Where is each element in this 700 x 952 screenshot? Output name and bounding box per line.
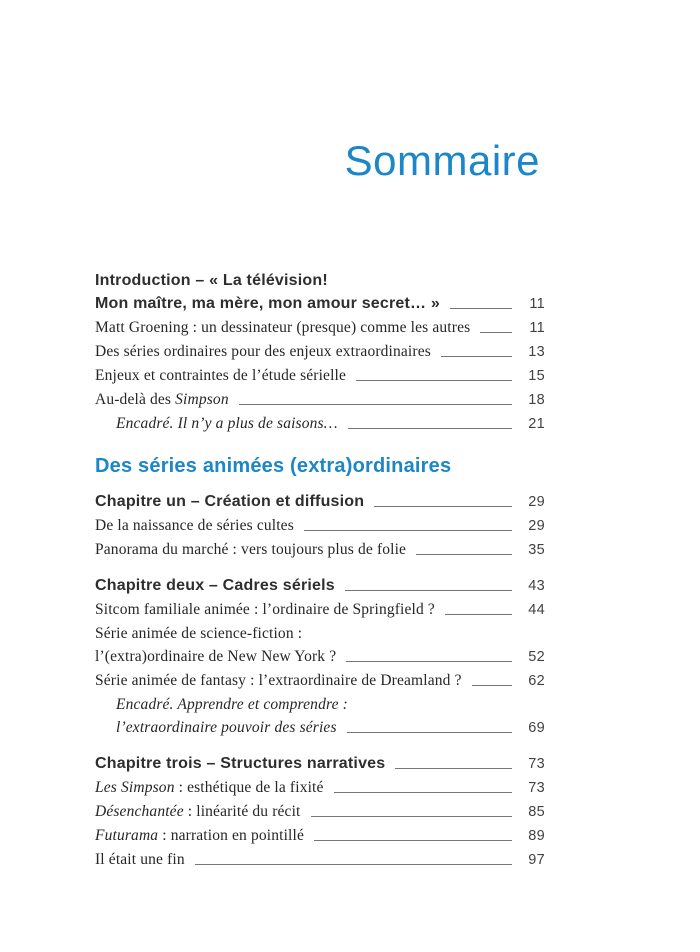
- entry-text: [95, 316, 470, 339]
- page-title: Sommaire: [344, 137, 540, 184]
- toc-entry-row: [116, 716, 545, 740]
- entry-text-segment: Série animée de fantasy : l’extraordinaire de Dreamland ?: [95, 672, 462, 689]
- leader-line: [472, 685, 512, 686]
- entry-text: [95, 272, 328, 289]
- entry-text-segment: Des séries ordinaires pour des enjeux extraordinaires: [95, 343, 431, 360]
- entry-text-segment: Sitcom familiale animée : l’ordinaire de Springfield ?: [95, 601, 435, 618]
- entry-text: [95, 574, 335, 597]
- entry-text-segment: : linéarité du récit: [183, 803, 301, 820]
- leader-line: [348, 428, 512, 429]
- entry-text-segment: Il était une fin: [95, 851, 185, 868]
- toc-entry: [95, 514, 545, 538]
- page-number: 43: [528, 578, 545, 594]
- toc-section: [95, 269, 545, 436]
- leader-line: [395, 768, 512, 769]
- page-number: 73: [528, 756, 545, 772]
- toc-entry: [95, 574, 545, 598]
- entry-text: [116, 412, 338, 435]
- page-number: 21: [528, 416, 545, 432]
- toc-entry: [95, 412, 545, 436]
- page-number: 11: [529, 320, 545, 336]
- leader-line: [314, 840, 512, 841]
- entry-text-segment: Chapitre trois – Structures narratives: [95, 755, 386, 772]
- page-number: 35: [528, 542, 545, 558]
- toc-entry-row: [95, 490, 545, 514]
- leader-line: [441, 356, 512, 357]
- toc-entry: [95, 848, 545, 872]
- entry-text: [116, 696, 348, 713]
- entry-text-segment: Encadré. Apprendre et comprendre :: [116, 696, 348, 713]
- toc-entry-line: [95, 269, 545, 292]
- leader-line: [346, 661, 512, 662]
- entry-text: [95, 292, 440, 315]
- entry-text: [95, 490, 364, 513]
- toc-entry: [95, 598, 545, 622]
- toc-entry-row: [95, 776, 545, 800]
- page-number: 97: [528, 852, 545, 868]
- leader-line: [345, 590, 512, 591]
- leader-line: [374, 506, 512, 507]
- toc-entry-row: [95, 645, 545, 669]
- toc-entry: [95, 693, 545, 740]
- entry-text-segment: Encadré. Il n’y a plus de saisons…: [116, 415, 338, 432]
- leader-line: [304, 530, 512, 531]
- entry-text: [95, 364, 346, 387]
- entry-text-segment: l’(extra)ordinaire de New New York ?: [95, 648, 337, 665]
- toc-entry: [95, 364, 545, 388]
- toc-entry-row: [95, 824, 545, 848]
- leader-line: [347, 732, 512, 733]
- toc-entry: [95, 388, 545, 412]
- leader-line: [334, 792, 512, 793]
- leader-line: [416, 554, 512, 555]
- toc-entry: [95, 752, 545, 776]
- toc-entry: [95, 824, 545, 848]
- toc-section: [95, 454, 545, 872]
- toc-entry: [95, 776, 545, 800]
- page-number: 15: [528, 368, 545, 384]
- entry-text-italic: Désenchantée: [95, 803, 184, 820]
- toc-entry-row: [95, 340, 545, 364]
- toc-entry: [95, 340, 545, 364]
- toc-entry-row: [95, 538, 545, 562]
- toc-entry-row: [95, 316, 545, 340]
- toc-entry-row: [95, 292, 545, 316]
- entry-text: [95, 800, 301, 823]
- toc-entry-line: [95, 622, 545, 645]
- toc-entry-row: [95, 800, 545, 824]
- entry-text-segment: Chapitre un – Création et diffusion: [95, 493, 365, 510]
- leader-line: [195, 864, 512, 865]
- entry-text-segment: Mon maître, ma mère, mon amour secret… »: [95, 295, 440, 312]
- page-number: 69: [528, 720, 545, 736]
- entry-text-italic: Simpson: [175, 391, 229, 408]
- toc-entry-row: [116, 412, 545, 436]
- entry-text-segment: Panorama du marché : vers toujours plus de folie: [95, 541, 407, 558]
- toc-entry-row: [95, 848, 545, 872]
- toc-entry-row: [95, 669, 545, 693]
- leader-line: [239, 404, 512, 405]
- toc-entry-line: [116, 693, 545, 716]
- leader-line: [480, 332, 512, 333]
- toc-entry: [95, 800, 545, 824]
- leader-line: [356, 380, 512, 381]
- entry-text: [95, 538, 406, 561]
- entry-text-segment: Série animée de science-fiction :: [95, 625, 303, 642]
- toc-entry: [95, 538, 545, 562]
- entry-text: [95, 514, 294, 537]
- toc-entry: [95, 490, 545, 514]
- entry-text-segment: Enjeux et contraintes de l’étude sérielle: [95, 367, 347, 384]
- page-number: 52: [528, 649, 545, 665]
- entry-text-segment: Au-delà des: [95, 391, 176, 408]
- toc-entry-row: [95, 364, 545, 388]
- page-number: 11: [529, 296, 545, 312]
- toc-entry-row: [95, 574, 545, 598]
- page-number: 18: [528, 392, 545, 408]
- toc-entry: [95, 669, 545, 693]
- page-number: 73: [528, 780, 545, 796]
- entry-text: [95, 752, 385, 775]
- entry-text-segment: : narration en pointillé: [158, 827, 304, 844]
- toc-entry: [95, 269, 545, 316]
- page-number: 85: [528, 804, 545, 820]
- page-number: 13: [528, 344, 545, 360]
- toc: [95, 269, 545, 872]
- entry-text-segment: Introduction – « La télévision!: [95, 272, 328, 289]
- entry-text-segment: De la naissance de séries cultes: [95, 517, 294, 534]
- leader-line: [445, 614, 512, 615]
- entry-text: [95, 848, 185, 871]
- toc-entry: [95, 316, 545, 340]
- entry-text-segment: Chapitre deux – Cadres sériels: [95, 577, 335, 594]
- entry-text-segment: Matt Groening : un dessinateur (presque) comme les autres: [95, 319, 471, 336]
- leader-line: [450, 308, 512, 309]
- entry-text: [95, 824, 304, 847]
- toc-entry: [95, 622, 545, 669]
- entry-text: [95, 625, 302, 642]
- entry-text: [95, 669, 462, 692]
- entry-text-italic: Les Simpson: [95, 779, 175, 796]
- entry-text-segment: l’extraordinaire pouvoir des séries: [116, 719, 337, 736]
- page-number: 29: [528, 494, 545, 510]
- toc-entry-row: [95, 752, 545, 776]
- page-number: 44: [528, 602, 545, 618]
- entry-text: [116, 716, 337, 739]
- toc-entry-row: [95, 598, 545, 622]
- leader-line: [311, 816, 512, 817]
- page-number: 62: [528, 673, 545, 689]
- entry-text: [95, 598, 435, 621]
- entry-text: [95, 645, 336, 668]
- toc-entry-row: [95, 388, 545, 412]
- entry-text: [95, 340, 431, 363]
- toc-entry-row: [95, 514, 545, 538]
- entry-text-segment: : esthétique de la fixité: [174, 779, 324, 796]
- section-heading: Des séries animées (extra)ordinaires: [95, 455, 452, 477]
- page-number: 29: [528, 518, 545, 534]
- entry-text-italic: Futurama: [95, 827, 159, 844]
- entry-text: [95, 776, 324, 799]
- page-number: 89: [528, 828, 545, 844]
- entry-text: [95, 388, 229, 411]
